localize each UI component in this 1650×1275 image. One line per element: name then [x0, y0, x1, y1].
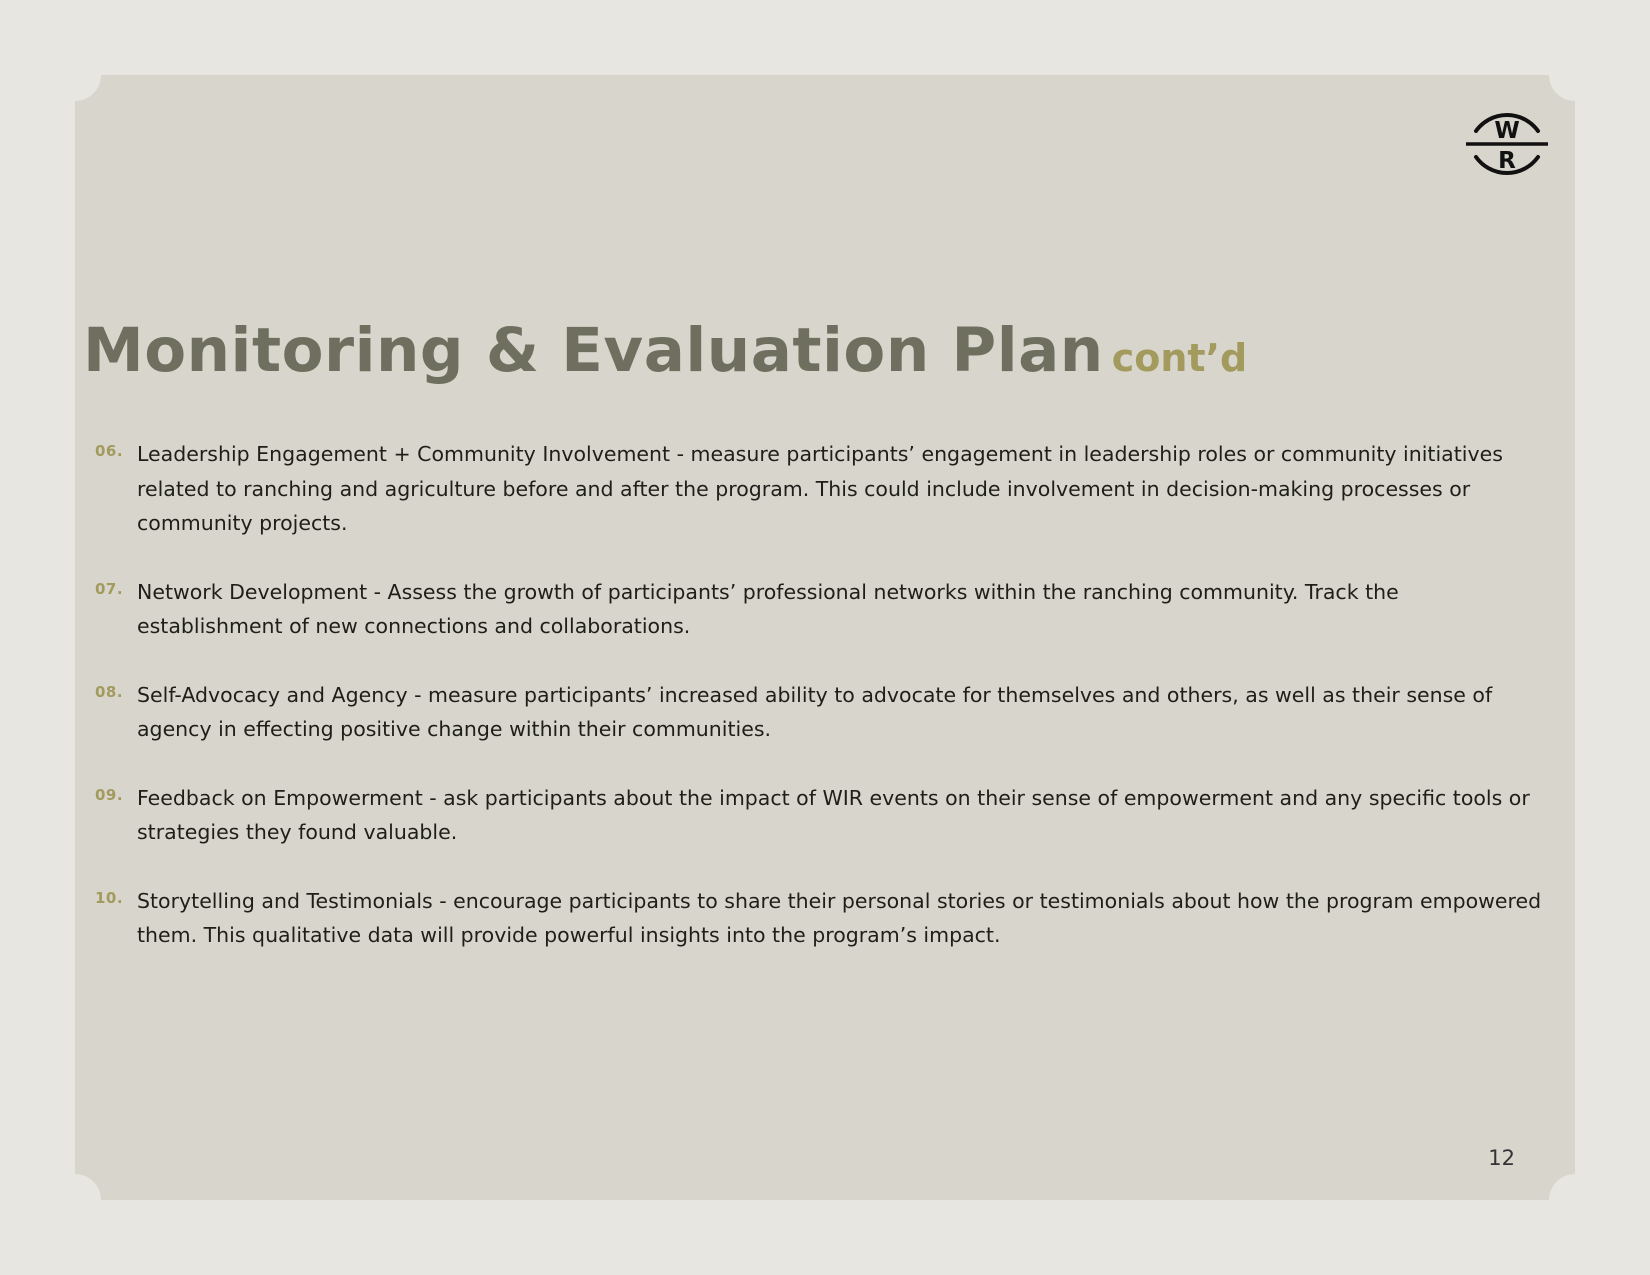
- corner-notch: [75, 75, 101, 101]
- svg-text:R: R: [1498, 148, 1516, 174]
- corner-notch: [1549, 75, 1575, 101]
- list-item: [95, 884, 1545, 953]
- corner-notch: [75, 1174, 101, 1200]
- item-text: Feedback on Empowerment - ask participants about the impact of WIR events on their sense of empowerment and any specific tools or strategies they found valuable.: [137, 785, 1530, 844]
- title-main: Monitoring & Evaluation Plan: [83, 315, 1104, 386]
- item-text: Network Development - Assess the growth of participants’ professional networks within the ranching community. Track the establishment of new connections and collaborations.: [137, 579, 1399, 638]
- corner-notch: [1549, 1174, 1575, 1200]
- svg-text:W: W: [1494, 118, 1520, 144]
- list-item: [95, 575, 1545, 644]
- list-item: [95, 678, 1545, 747]
- numbered-list: [95, 437, 1545, 987]
- item-number: 09.: [95, 785, 124, 804]
- list-item: [95, 437, 1545, 541]
- item-number: 07.: [95, 579, 124, 598]
- item-number: 06.: [95, 442, 124, 460]
- page-number: 12: [1488, 1146, 1515, 1170]
- title-suffix: cont’d: [1111, 336, 1248, 380]
- item-number: 10.: [95, 888, 124, 907]
- item-text: Self-Advocacy and Agency - measure participants’ increased ability to advocate for themselves and others, as well as their sense of agency in effecting positive change within their communities.: [137, 682, 1493, 741]
- wr-circle-logo-icon: [1462, 99, 1552, 189]
- page-card: [75, 75, 1575, 1200]
- item-text: Storytelling and Testimonials - encourage participants to share their personal stories or testimonials about how the program empowered them. This qualitative data will provide powerful insights into the program’s impact.: [137, 888, 1542, 947]
- list-item: [95, 781, 1545, 850]
- item-text: Leadership Engagement + Community Involvement - measure participants’ engagement in leadership roles or community initiatives related to ranching and agriculture before and after the program. This could include involvement in decision-making processes or community projects.: [137, 442, 1503, 535]
- page-title: [83, 315, 1247, 386]
- item-number: 08.: [95, 682, 124, 701]
